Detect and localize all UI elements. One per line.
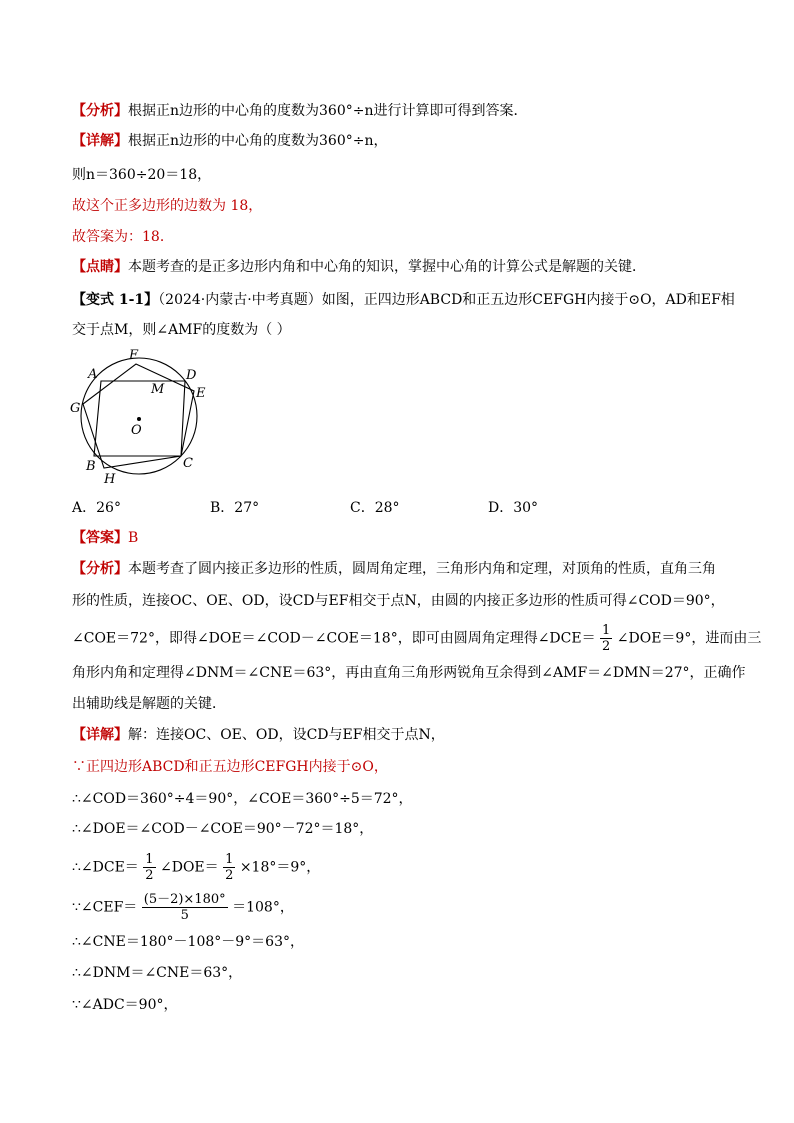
label-b: B [86, 459, 96, 474]
choice-letter: D． [488, 500, 514, 516]
analysis2-line5: 出辅助线是解题的关键． [72, 696, 226, 712]
step-line-cef [72, 892, 294, 923]
fraction-half [143, 852, 155, 883]
step-text: ∴∠DCE＝ [72, 859, 139, 876]
analysis2-text3a: ∠COE＝72°，即得∠DOE＝∠COD－∠COE＝18°，即可由圆周角定理得∠DCE＝ [72, 630, 596, 647]
label-h: H [104, 472, 116, 486]
label-g: G [70, 401, 81, 416]
detail2-tag: 【详解】 [72, 727, 128, 743]
detail2-intro-line [72, 725, 445, 745]
calc-line: 则n＝360÷20＝18， [72, 167, 212, 183]
analysis2-line1 [72, 559, 716, 579]
step-line: ∴∠COD＝360°÷4＝90°，∠COE＝360°÷5＝72°， [72, 791, 413, 807]
analysis-tag: 【分析】 [72, 103, 128, 119]
step-line-dce [72, 852, 320, 883]
step-line: ∴∠CNE＝180°－108°－9°＝63°， [72, 934, 304, 950]
choice-c [350, 497, 400, 517]
answer-line: 故答案为：18． [72, 229, 174, 245]
fraction-denominator: 2 [225, 868, 234, 883]
step-line: ∴∠DOE＝∠COD－∠COE＝90°－72°＝18°， [72, 821, 374, 837]
detail-tag: 【详解】 [72, 133, 128, 149]
label-a: A [88, 367, 98, 382]
answer-text: B [128, 530, 139, 546]
fraction-half [600, 623, 612, 654]
comment-text: 本题考查的是正多边形内角和中心角的知识，掌握中心角的计算公式是解题的关键． [128, 259, 646, 275]
fraction-interior-angle [142, 892, 228, 923]
answer-tag: 【答案】 [72, 530, 128, 546]
answer-line-2 [72, 528, 138, 548]
analysis2-tag: 【分析】 [72, 561, 128, 577]
choice-value: 26° [96, 500, 121, 516]
fraction-numerator: 1 [602, 623, 611, 638]
analysis2-line2: 形的性质，连接OC、OE、OD，设CD与EF相交于点N，由圆的内接正多边形的性质可得∠COD＝90°， [72, 593, 725, 609]
comment-tag: 【点睛】 [72, 259, 128, 275]
variant-tag: 【变式 1-1】 [72, 292, 159, 308]
choice-value: 28° [374, 500, 400, 516]
step-line: ∵正四边形ABCD和正五边形CEFGH内接于⊙O， [72, 759, 388, 775]
choice-letter: C． [350, 500, 375, 516]
label-m: M [151, 382, 165, 397]
step-line: ∴∠DNM＝∠CNE＝63°， [72, 965, 243, 981]
step-text: ×18°＝9°， [239, 859, 321, 876]
variant-question-line2: 交于点M，则∠AMF的度数为（ ） [72, 322, 291, 338]
step-text: ＝108°， [232, 899, 294, 916]
label-f: F [129, 348, 139, 363]
analysis2-text3b: ∠DOE＝9°，进而由三 [616, 630, 762, 647]
choice-letter: A． [72, 500, 97, 516]
analysis2-text1: 本题考查了圆内接正多边形的性质，圆周角定理，三角形内角和定理，对顶角的性质，直角三角 [128, 561, 716, 577]
choice-value: 27° [234, 500, 260, 516]
choice-value: 30° [513, 500, 539, 516]
analysis2-line3 [72, 623, 761, 654]
comment-line [72, 257, 646, 277]
fraction-denominator: 2 [602, 639, 611, 654]
conclusion-line: 故这个正多边形的边数为 18， [72, 198, 263, 214]
fraction-numerator: (5－2)×180° [143, 892, 226, 907]
step-text: ∵∠CEF＝ [72, 899, 138, 916]
fraction-numerator: 1 [225, 852, 234, 867]
choice-d [488, 497, 538, 517]
variant-text1: （2024·内蒙古·中考真题）如图，正四边形ABCD和正五边形CEFGH内接于⊙O，AD和EF相 [158, 292, 735, 308]
label-o: O [131, 423, 142, 438]
fraction-half [223, 852, 235, 883]
label-e: E [196, 386, 206, 401]
fraction-denominator: 5 [180, 908, 189, 923]
detail2-intro: 解：连接OC、OE、OD，设CD与EF相交于点N， [128, 727, 445, 743]
label-d: D [186, 368, 197, 383]
choice-a [72, 497, 121, 517]
label-c: C [183, 456, 193, 471]
detail-line [72, 131, 388, 151]
fraction-numerator: 1 [145, 852, 154, 867]
fraction-denominator: 2 [145, 868, 154, 883]
center-point [137, 417, 141, 421]
choice-letter: B． [210, 500, 235, 516]
pentagon-cefgh [83, 364, 194, 468]
analysis-text: 根据正n边形的中心角的度数为360°÷n进行计算即可得到答案． [128, 103, 528, 119]
detail-text: 根据正n边形的中心角的度数为360°÷n， [128, 133, 388, 149]
step-line: ∵∠ADC＝90°， [72, 997, 178, 1013]
analysis-line [72, 101, 527, 121]
step-text: ∠DOE＝ [159, 859, 219, 876]
analysis2-line4: 角形内角和定理得∠DNM＝∠CNE＝63°，再由直角三角形两锐角互余得到∠AMF＝∠DMN＝27°，正确作 [72, 665, 746, 681]
variant-question-line1 [72, 290, 735, 310]
geometry-figure [66, 346, 216, 486]
choice-b [210, 497, 259, 517]
